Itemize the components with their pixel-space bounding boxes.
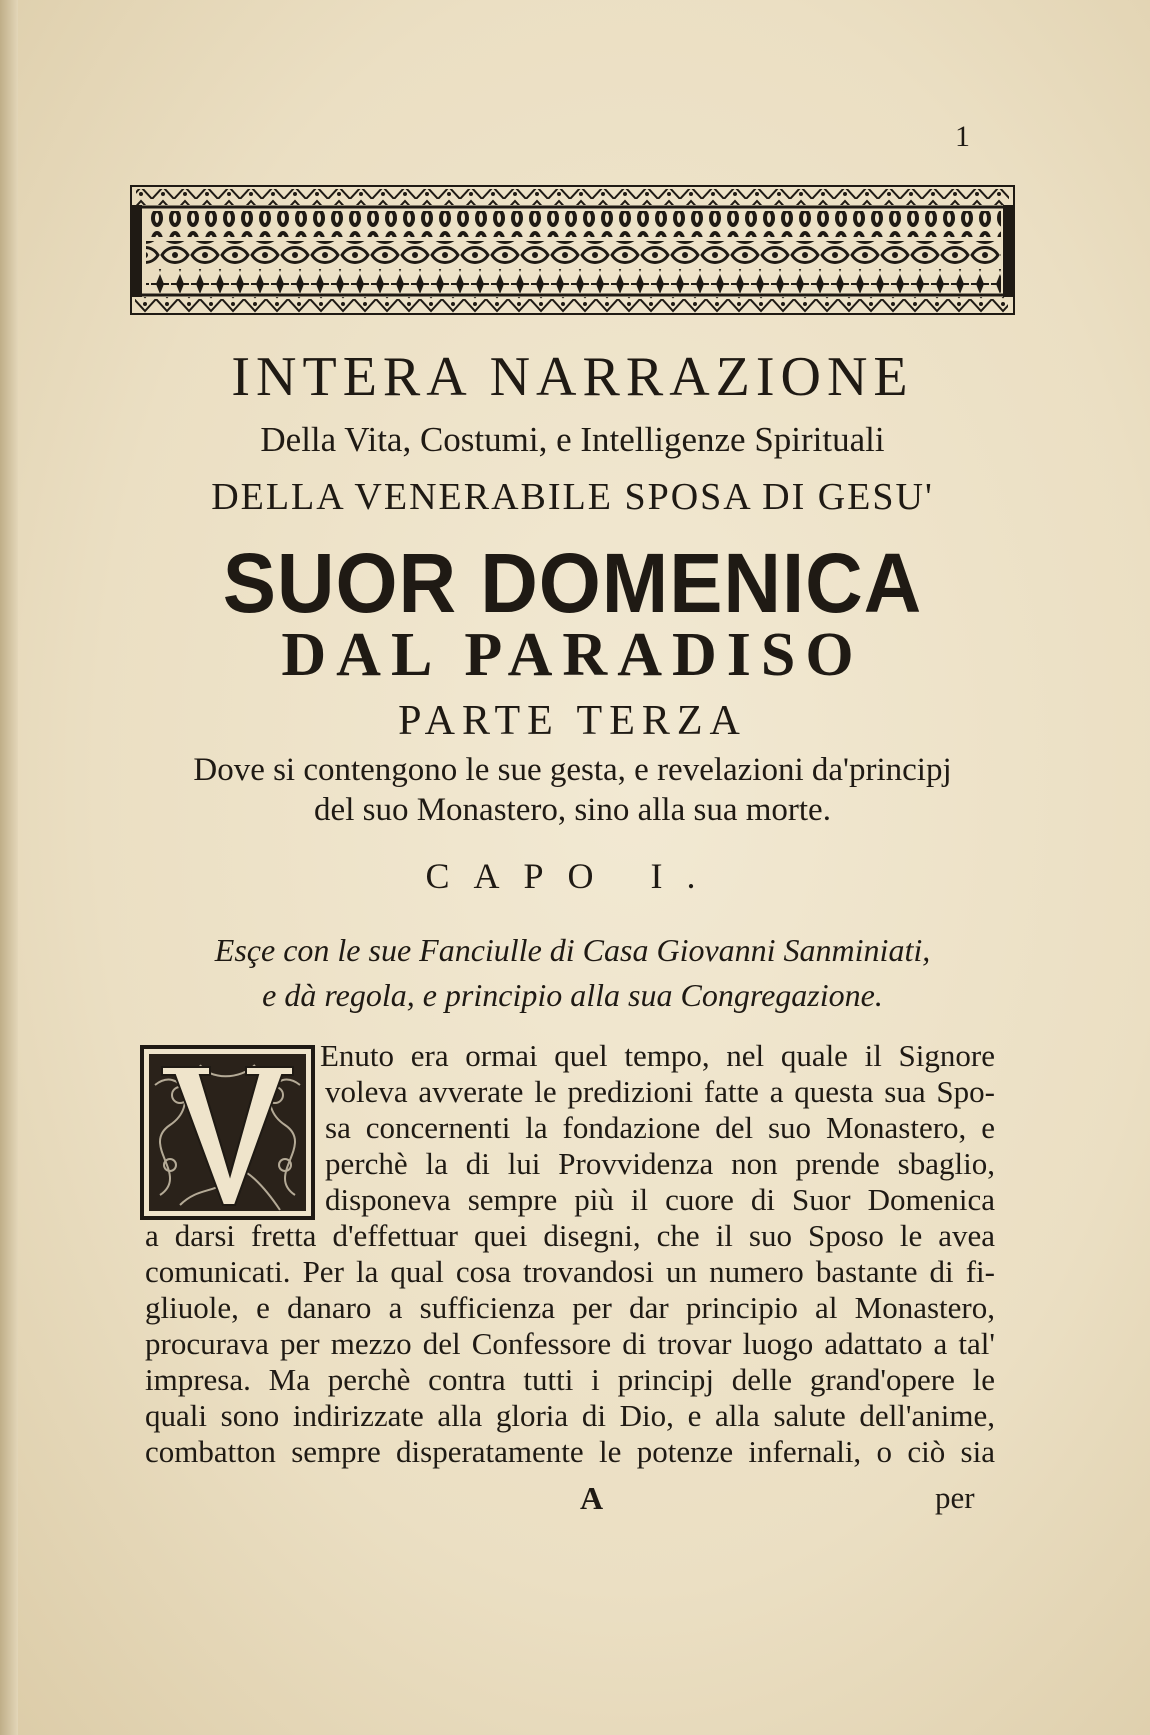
signature-mark: A	[580, 1480, 604, 1516]
body-line: sa concernenti la fondazione del suo Monastero, e	[325, 1110, 995, 1145]
title-description-line-1: Dove si contengono le sue gesta, e revelazioni da'principj	[193, 752, 952, 788]
body-line: voleva avverate le predizioni fatte a questa sua Spo-	[325, 1074, 995, 1109]
body-line: procurava per mezzo del Confessore di trovar luogo adattato a tal'	[145, 1326, 995, 1361]
title-line-6: PARTE TERZA	[398, 698, 747, 744]
title-line-3: DELLA VENERABILE SPOSA DI GESU'	[211, 476, 934, 518]
body-line: a darsi fretta d'effettuar quei disegni, che il suo Sposo le avea	[145, 1218, 995, 1253]
title-line-5: DAL PARADISO	[281, 621, 864, 689]
body-line: perchè la di lui Provvidenza non prende sbaglio,	[325, 1146, 995, 1181]
title-line-1: INTERA NARRAZIONE	[231, 346, 914, 408]
page-number: 1	[955, 120, 970, 153]
title-description	[130, 750, 1015, 830]
title-line-4: SUOR DOMENICA	[222, 536, 923, 630]
headpiece-ornament	[130, 185, 1015, 315]
body-line: Enuto era ormai quel tempo, nel quale il Signore	[320, 1038, 995, 1073]
catchword: per	[935, 1480, 975, 1515]
chapter-heading: CAPO I.	[425, 856, 720, 896]
chapter-summary	[130, 928, 1015, 1018]
body-line: gliuole, e danaro a sufficienza per dar principio al Monastero,	[145, 1290, 995, 1325]
title-line-2: Della Vita, Costumi, e Intelligenze Spirituali	[260, 420, 885, 459]
body-line: comunicati. Per la qual cosa trovandosi un numero bastante di fi-	[145, 1254, 995, 1289]
body-line: quali sono indirizzate alla gloria di Dio, e alla salute dell'anime,	[145, 1398, 995, 1433]
chapter-summary-line-1: Esçe con le sue Fanciulle di Casa Giovanni Sanminiati,	[214, 932, 931, 968]
title-description-line-2: del suo Monastero, sino alla sua morte.	[314, 792, 831, 828]
page-spine-shadow	[0, 0, 18, 1735]
chapter-summary-line-2: e dà regola, e principio alla sua Congregazione.	[262, 977, 883, 1013]
body-line: impresa. Ma perchè contra tutti i principj delle grand'opere le	[145, 1362, 995, 1397]
body-line: disponeva sempre più il cuore di Suor Domenica	[325, 1182, 995, 1217]
body-line: combatton sempre disperatamente le potenze infernali, o ciò sia	[145, 1434, 995, 1469]
body-text	[145, 1038, 995, 1470]
